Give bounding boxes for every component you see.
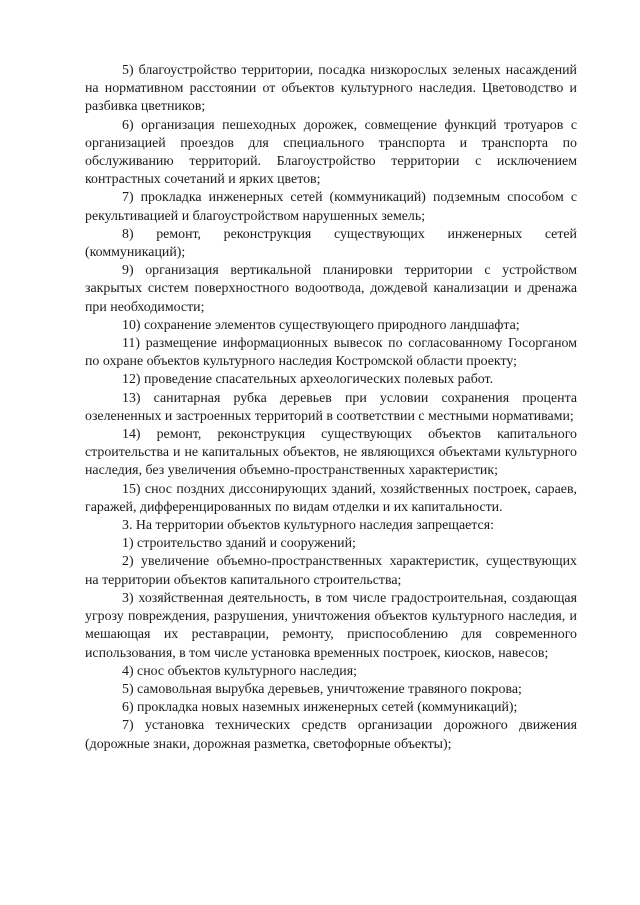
prohibited-item-1: 1) строительство зданий и сооружений; <box>122 536 356 552</box>
paragraph-item-11-information-signs: 11) размещение информационных вывесок по согласованному Госорганом по охране объектов культурного наследия Костромской области проекту; <box>85 336 577 370</box>
paragraph-item-6-footpaths: 6) организация пешеходных дорожек, совмещение функций тротуаров с организацией проездов для специального транспорта и транспорта по обслуживанию территорий. Благоустройство территории с исключением контрастных сочетаний и ярких цветов; <box>85 117 577 188</box>
paragraph-item-13-sanitary-felling: 13) санитарная рубка деревьев при условии сохранения процента озелененных и застроенных территорий в соответствии с местными нормативами; <box>85 390 577 424</box>
prohibited-item-5: 5) самовольная вырубка деревьев, уничтожение травяного покрова; <box>122 681 522 697</box>
paragraph-item-7-underground-networks: 7) прокладка инженерных сетей (коммуникаций) подземным способом с рекультивацией и благоустройством нарушенных земель; <box>85 190 577 224</box>
prohibited-item-3: 3) хозяйственная деятельность, в том числе градостроительная, создающая угрозу повреждения, разрушения, уничтожения объектов культурного наследия, и мешающая их реставрации, ремонту, приспособлению для современного использования, в том числе установка временных построек, киосков, навесов; <box>85 590 577 661</box>
paragraph-item-5-landscaping: 5) благоустройство территории, посадка низкорослых зеленых насаждений на нормативном расстоянии от объектов культурного наследия. Цветоводство и разбивка цветников; <box>85 63 577 115</box>
paragraph-item-10-landscape-preservation: 10) сохранение элементов существующего природного ландшафта; <box>122 317 520 333</box>
paragraph-item-15-demolition: 15) снос поздних диссонирующих зданий, хозяйственных построек, сараев, гаражей, дифференцированных по видам отделки и их капитальности. <box>85 481 577 515</box>
document-body <box>85 62 577 754</box>
prohibited-item-4: 4) снос объектов культурного наследия; <box>122 663 357 679</box>
paragraph-item-9-vertical-planning: 9) организация вертикальной планировки территории с устройством закрытых систем поверхностного водоотвода, дождевой канализации и дренажа при необходимости; <box>85 263 577 315</box>
prohibited-item-7: 7) установка технических средств организации дорожного движения (дорожные знаки, дорожная разметка, светофорные объекты); <box>85 718 577 752</box>
prohibited-item-6: 6) прокладка новых наземных инженерных сетей (коммуникаций); <box>122 700 518 716</box>
section-3-heading: 3. На территории объектов культурного наследия запрещается: <box>122 518 494 534</box>
paragraph-item-12-archaeological-works: 12) проведение спасательных археологических полевых работ. <box>122 372 494 388</box>
paragraph-item-14-reconstruction: 14) ремонт, реконструкция существующих объектов капитального строительства и не капитальных объектов, не являющихся объектами культурного наследия, без увеличения объемно-пространственных характеристик; <box>85 427 577 479</box>
paragraph-item-8-network-repair: 8) ремонт, реконструкция существующих инженерных сетей (коммуникаций); <box>85 226 577 261</box>
prohibited-item-2: 2) увеличение объемно-пространственных характеристик, существующих на территории объектов капитального строительства; <box>85 554 577 588</box>
